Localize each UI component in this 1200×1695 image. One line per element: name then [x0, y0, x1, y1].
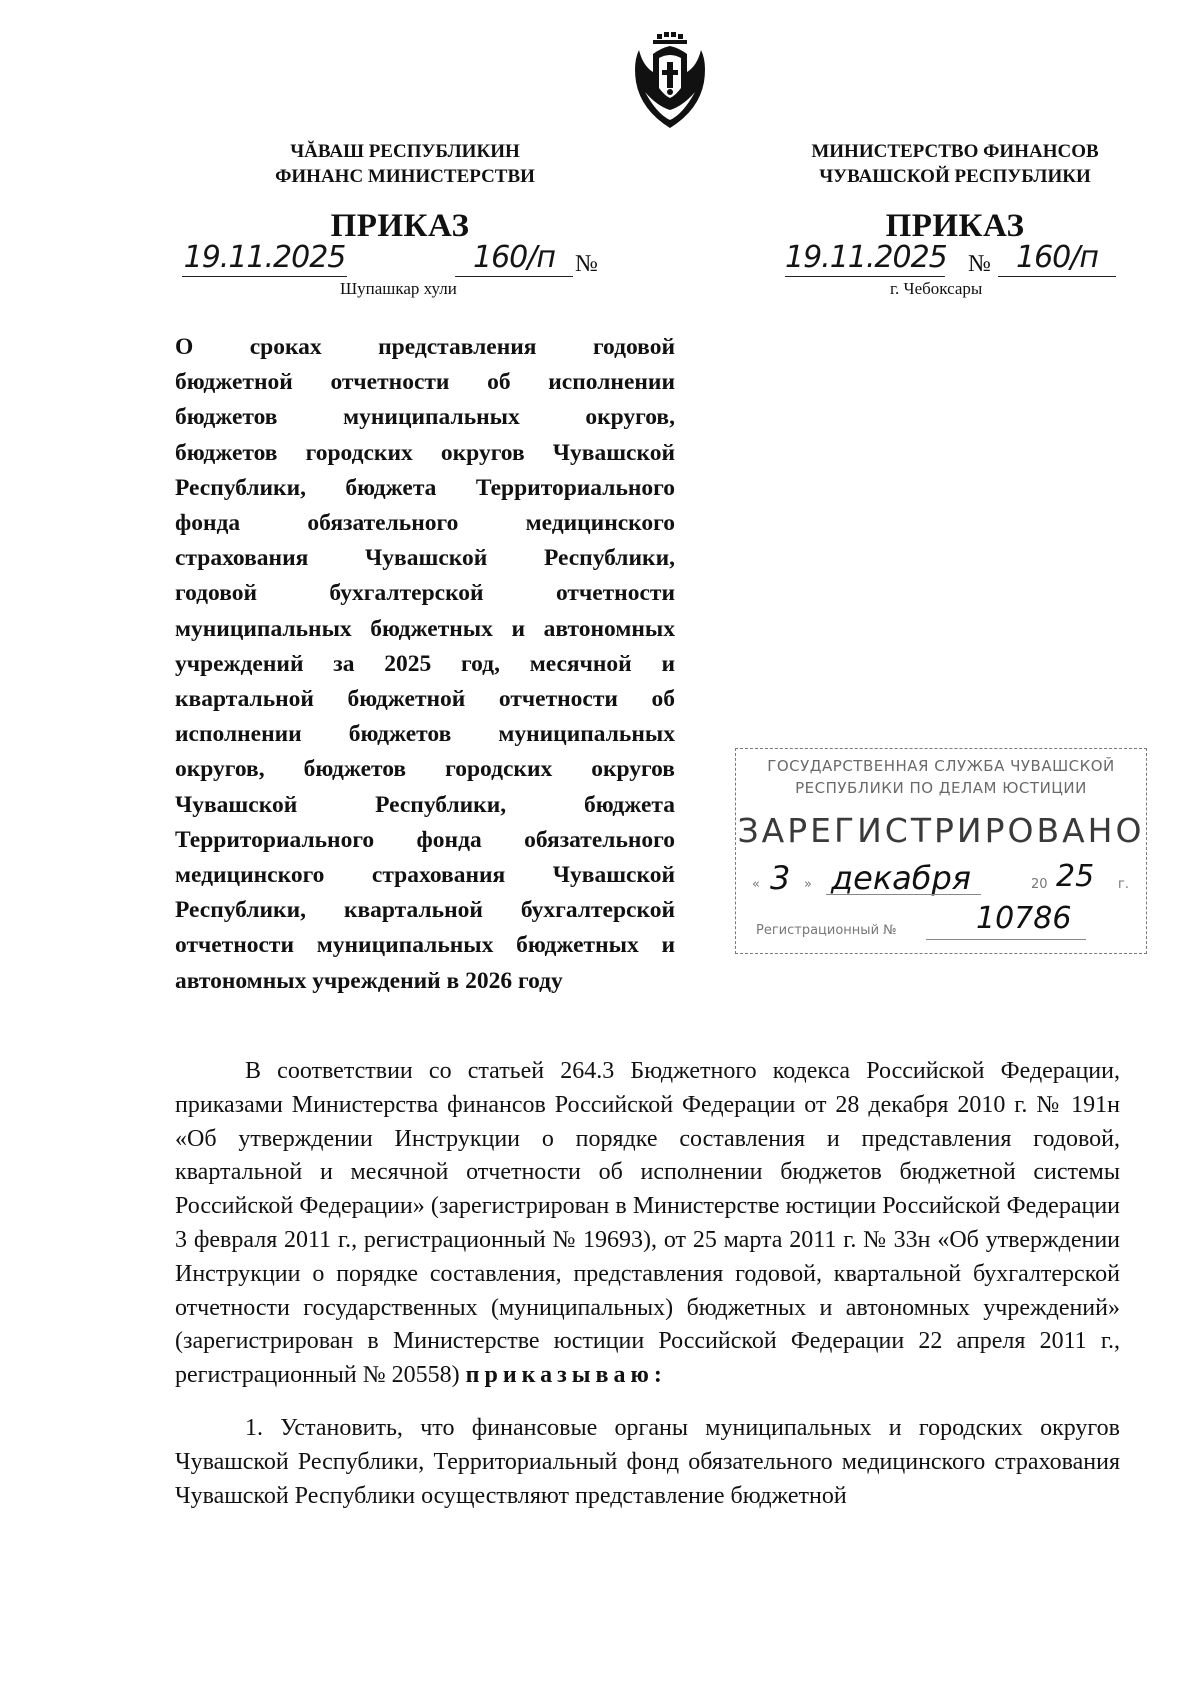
right-number: 160/п — [998, 240, 1116, 277]
preamble-paragraph — [175, 1055, 1120, 1393]
left-date: 19.11.2025 — [183, 240, 346, 275]
title-line: бюджетной отчетности об исполнении — [175, 369, 675, 396]
title-line: муниципальных бюджетных и автономных — [175, 615, 675, 642]
coat-of-arms-emblem — [627, 32, 713, 132]
stamp-agency-line2: РЕСПУБЛИКИ ПО ДЕЛАМ ЮСТИЦИИ — [795, 779, 1087, 797]
stamp-month: декабря — [831, 859, 972, 897]
title-line: Территориального фонда обязательного — [175, 826, 675, 853]
title-line: отчетности муниципальных бюджетных и — [175, 932, 675, 959]
order-word: приказываю: — [465, 1362, 667, 1389]
left-org-line2: ФИНАНС МИНИСТЕРСТВИ — [275, 166, 535, 187]
title-line: О сроках представления годовой — [175, 334, 675, 360]
title-line: Чувашской Республики, бюджета — [175, 791, 675, 818]
title-line: округов, бюджетов городских округов — [175, 756, 675, 783]
left-number-sign: № — [575, 251, 598, 277]
title-line: бюджетов муниципальных округов, — [175, 404, 675, 431]
stamp-status: ЗАРЕГИСТРИРОВАНО — [737, 811, 1145, 850]
title-line: Республики, квартальной бухгалтерской — [175, 897, 675, 924]
right-org-line1: МИНИСТЕРСТВО ФИНАНСОВ — [811, 141, 1099, 162]
registration-stamp — [735, 748, 1147, 954]
stamp-year-prefix: 20 — [1031, 877, 1048, 892]
left-number: 160/п — [455, 240, 573, 277]
title-line: учреждений за 2025 год, месячной и — [175, 650, 675, 677]
right-org-line2: ЧУВАШСКОЙ РЕСПУБЛИКИ — [819, 166, 1091, 187]
title-line: бюджетов городских округов Чувашской — [175, 439, 675, 466]
item-1-paragraph — [175, 1412, 1120, 1513]
left-org-line1: ЧĂВАШ РЕСПУБЛИКИН — [290, 141, 520, 162]
stamp-agency-line1: ГОСУДАРСТВЕННАЯ СЛУЖБА ЧУВАШСКОЙ — [767, 757, 1115, 775]
right-date: 19.11.2025 — [785, 240, 947, 275]
stamp-reg-label: Регистрационный № — [756, 923, 897, 938]
preamble-text: В соответствии со статьей 264.3 Бюджетного кодекса Российской Федерации, приказами Министерства финансов Российской Федерации от 28 декабря 2010 г. № 191н «Об утверждении Инструкции о порядке составления и представления годовой, квартальной и месячной отчетности об исполнении бюджетов бюджетной системы Российской Федерации» (зарегистрирован в Министерстве юстиции Российской Федерации 3 февраля 2011 г., регистрационный № 19693), от 25 марта 2011 г. № 33н «Об утверждении Инструкции о порядке составления, представления годовой, квартальной бухгалтерской отчетности государственных (муниципальных) бюджетных и автономных учреждений» (зарегистрирован в Министерстве юстиции Российской Федерации 22 апреля 2011 г., регистрационный № 20558) — [175, 1058, 1120, 1389]
title-line: Республики, бюджета Территориального — [175, 474, 675, 501]
right-number-sign: № — [968, 251, 991, 277]
title-line: квартальной бюджетной отчетности об — [175, 686, 675, 713]
title-line: годовой бухгалтерской отчетности — [175, 580, 675, 607]
left-city: Шупашкар хули — [340, 279, 457, 298]
stamp-year-mark: г. — [1118, 877, 1129, 892]
order-title-block — [175, 330, 675, 999]
stamp-quote-close: » — [804, 877, 812, 892]
stamp-day: 3 — [770, 859, 791, 897]
stamp-year-suffix: 25 — [1056, 859, 1095, 894]
title-line: исполнении бюджетов муниципальных — [175, 721, 675, 748]
item-1-text: 1. Установить, что финансовые органы муниципальных и городских округов Чувашской Республики, Территориальный фонд обязательного медицинского страхования Чувашской Республики осуществляют представление бюджетной — [175, 1414, 1120, 1509]
order-body — [175, 1055, 1120, 1513]
title-line: автономных учреждений в 2026 году — [175, 967, 563, 994]
stamp-reg-number: 10786 — [976, 901, 1072, 936]
left-order-title: ПРИКАЗ — [330, 208, 470, 244]
title-line: фонда обязательного медицинского — [175, 510, 675, 537]
stamp-quote-open: « — [752, 877, 760, 892]
title-line: медицинского страхования Чувашской — [175, 862, 675, 889]
title-line: страхования Чувашской Республики, — [175, 545, 675, 572]
right-order-title: ПРИКАЗ — [885, 208, 1025, 244]
right-city: г. Чебоксары — [890, 279, 983, 298]
